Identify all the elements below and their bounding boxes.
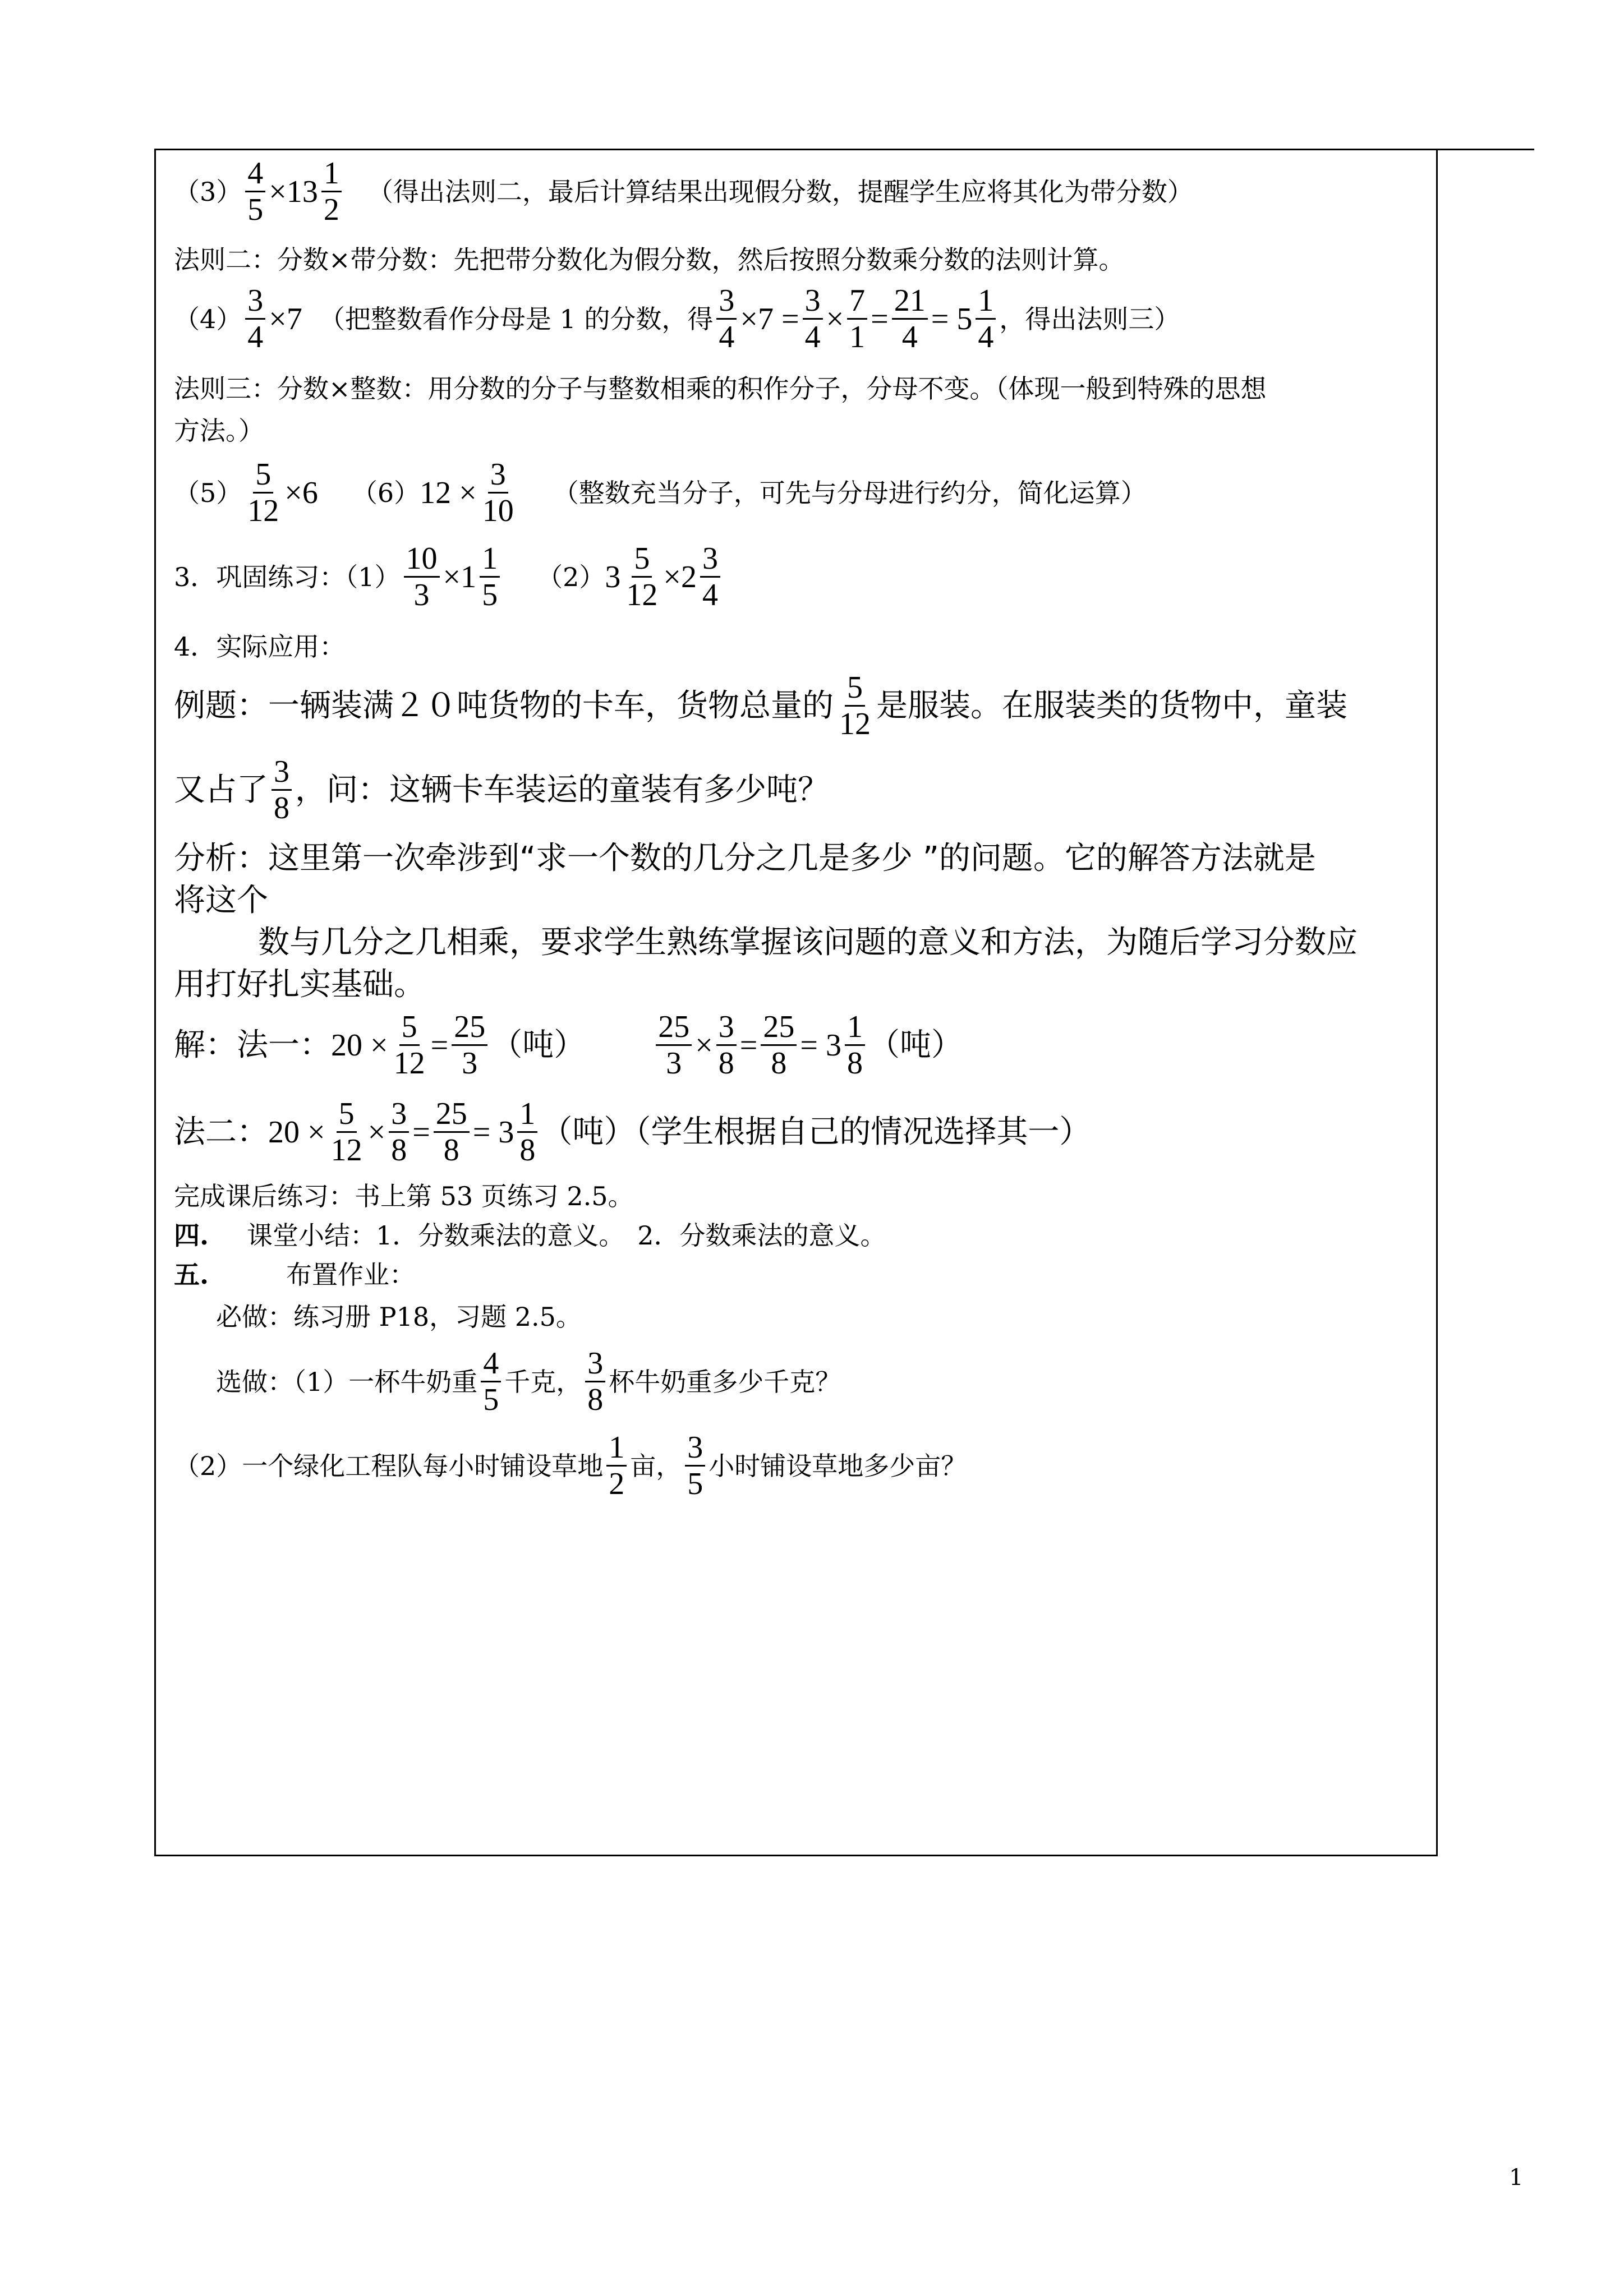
section-5: 五. 布置作业：	[174, 1260, 415, 1290]
practice: 3．巩固练习：（1） $\frac{10}{3}$ ×1 $\frac{1}{5}$ （2） 3 $\frac{5}{12}$ ×2 $\frac{3}{4}$	[174, 541, 724, 612]
optional-1: 选做：（1）一杯牛奶重 $\frac{4}{5}$ 千克， $\frac{3}{8}$ 杯牛奶重多少千克？	[216, 1346, 841, 1417]
analysis-line1: 分析：这里第一次牵涉到“求一个数的几分之几是多少 ”的问题。它的解答方法就是	[174, 840, 1316, 877]
rule-2: 法则二：分数×带分数：先把带分数化为假分数，然后按照分数乘分数的法则计算。	[174, 245, 1125, 275]
item-5-6: （5） $\frac{5}{12}$ ×6 （6） 12 × $\frac{3}{10}$ （整数充当分子，可先与分母进行约分，简化运算）	[174, 457, 1147, 528]
analysis-line2: 将这个	[174, 882, 268, 919]
page-number: 1	[1509, 2165, 1524, 2191]
apply-heading: 4．实际应用：	[174, 631, 346, 662]
analysis-line4: 用打好扎实基础。	[174, 966, 425, 1003]
fraction: $\frac{4}{5}$	[245, 156, 265, 227]
rule-3-line2: 方法。）	[174, 416, 264, 446]
analysis-line3: 数与几分之几相乘，要求学生熟练掌握该问题的意义和方法，为随后学习分数应	[258, 924, 1358, 961]
solution-1: 解：法一： 20 × $\frac{5}{12}$ = $\frac{25}{3}$ （吨） $\frac{25}{3}$ × $\frac{3}{8}$ = $\frac{25}{8}$ = 3 $\frac{1}{8}$ （吨）	[174, 1009, 963, 1081]
item-3: （3） $\frac{4}{5}$ × 13 $\frac{1}{2}$ （得出法则二，最后计算结果出现假分数，提醒学生应将其化为带分数）	[174, 156, 1193, 227]
example-line2: 又占了 $\frac{3}{8}$ ，问：这辆卡车装运的童装有多少吨？	[174, 754, 829, 826]
item-4: （4） $\frac{3}{4}$ ×7 （把整数看作分母是 1 的分数，得 $\frac{3}{4}$ ×7 = $\frac{3}{4}$ × $\frac{7}{1}$ = $\frac{21}{4}$ = 5 $\frac{1}{4}$ ，得出法则三）	[174, 283, 1180, 354]
solution-2: 法二： 20 × $\frac{5}{12}$ × $\frac{3}{8}$ = $\frac{25}{8}$ = 3 $\frac{1}{8}$ （吨）（学生根据自己的情况选择其一）	[174, 1096, 1091, 1168]
rule-3-line1: 法则三：分数×整数：用分数的分子与整数相乘的积作分子，分母不变。（体现一般到特殊的思想	[174, 374, 1267, 404]
section-4: 四. 课堂小结：1．分数乘法的意义。 2．分数乘法的意义。	[174, 1220, 886, 1251]
required-homework: 必做：练习册 P18，习题 2.5。	[216, 1302, 582, 1332]
optional-2: （2）一个绿化工程队每小时铺设草地 $\frac{1}{2}$ 亩， $\frac{3}{5}$ 小时铺设草地多少亩？	[174, 1430, 967, 1501]
homework-done: 完成课后练习：书上第 53 页练习 2.5。	[174, 1181, 634, 1211]
fraction: $\frac{1}{2}$	[321, 156, 342, 227]
example-line1: 例题：一辆装满２０吨货物的卡车，货物总量的 $\frac{5}{12}$ 是服装。在服装类的货物中，童装	[174, 670, 1347, 741]
